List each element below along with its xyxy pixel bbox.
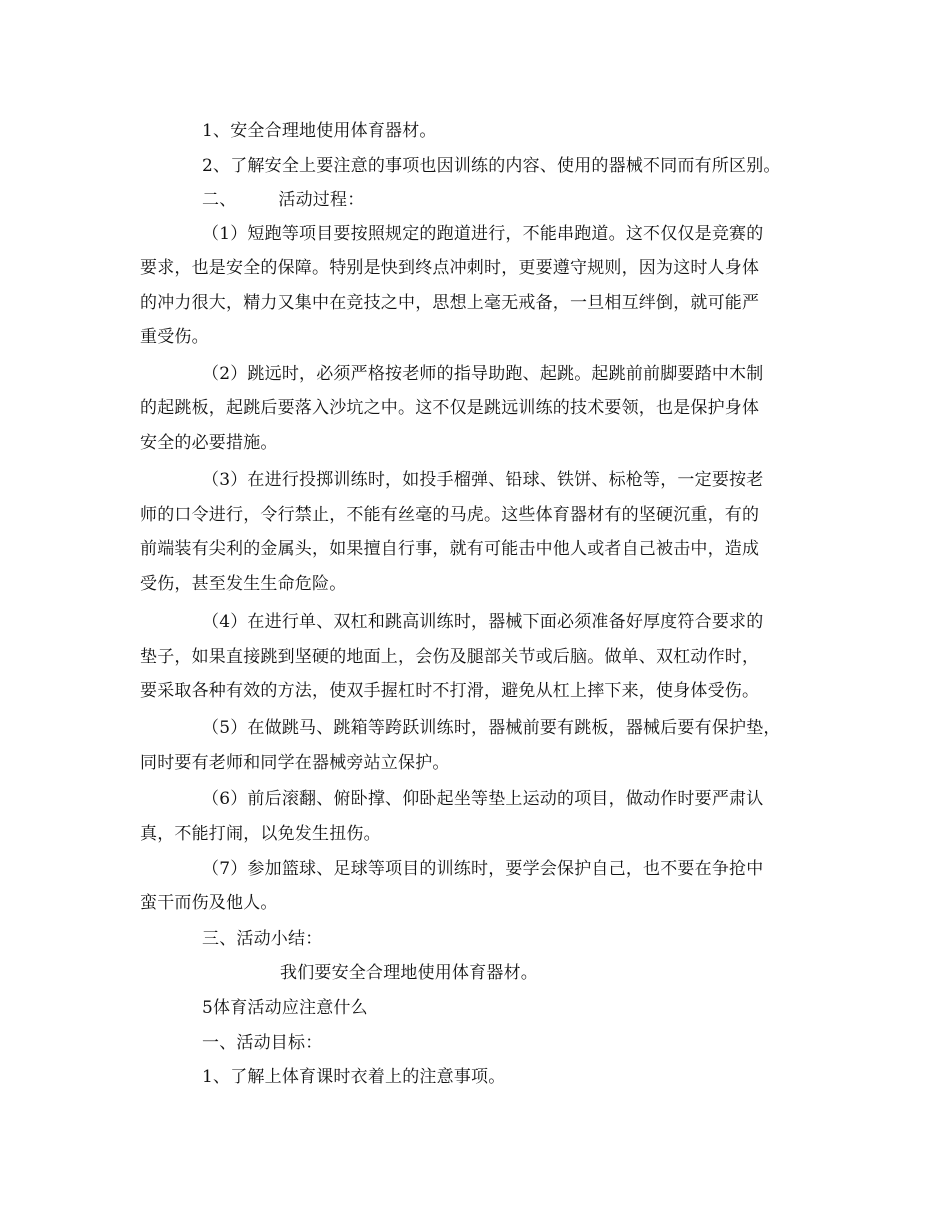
paragraph-line: （5）在做跳马、跳箱等跨跃训练时，器械前要有跳板，器械后要有保护垫， [202, 718, 781, 738]
paragraph-line: 师的口令进行，令行禁止，不能有丝毫的马虎。这些体育器材有的坚硬沉重，有的 [140, 505, 760, 525]
paragraph-line: 同时要有老师和同学在器械旁站立保护。 [140, 753, 450, 773]
goal-item-1: 1、安全合理地使用体育器材。 [202, 121, 437, 141]
paragraph-line: 安全的必要措施。 [140, 433, 278, 453]
paragraph-line: 重受伤。 [140, 327, 209, 347]
goal-item-2: 2、了解安全上要注意的事项也因训练的内容、使用的器械不同而有所区别。 [202, 156, 781, 176]
paragraph-line: 要求，也是安全的保障。特别是快到终点冲刺时，更要遵守规则，因为这时人身体 [140, 258, 760, 278]
paragraph-line: 要采取各种有效的方法，使双手握杠时不打滑，避免从杠上摔下来，使身体受伤。 [140, 681, 760, 701]
paragraph-line: 蛮干而伤及他人。 [140, 893, 278, 913]
section-heading-summary: 三、活动小结： [202, 929, 323, 949]
paragraph-line: 前端装有尖利的金属头，如果擅自行事，就有可能击中他人或者自己被击中，造成 [140, 539, 760, 559]
next-section-title: 5体育活动应注意什么 [202, 998, 368, 1018]
paragraph-line: （4）在进行单、双杠和跳高训练时，器械下面必须准备好厚度符合要求的 [202, 612, 764, 632]
paragraph-line: （6）前后滚翻、俯卧撑、仰卧起坐等垫上运动的项目，做动作时要严肃认 [202, 789, 764, 809]
goal-item-1-clothing: 1、了解上体育课时衣着上的注意事项。 [202, 1067, 506, 1087]
paragraph-line: 垫子，如果直接跳到坚硬的地面上，会伤及腿部关节或后脑。做单、双杠动作时， [140, 647, 760, 667]
paragraph-line: 受伤，甚至发生生命危险。 [140, 574, 347, 594]
paragraph-line: （2）跳远时，必须严格按老师的指导助跑、起跳。起跳前前脚要踏中木制 [202, 364, 764, 384]
paragraph-line: （3）在进行投掷训练时，如投手榴弹、铅球、铁饼、标枪等，一定要按老 [202, 470, 764, 490]
paragraph-line: （7）参加篮球、足球等项目的训练时，要学会保护自己，也不要在争抢中 [202, 859, 764, 879]
paragraph-line: 的冲力很大，精力又集中在竞技之中，思想上毫无戒备，一旦相互绊倒，就可能严 [140, 293, 760, 313]
section-heading-process [202, 190, 892, 210]
paragraph-line: 的起跳板，起跳后要落入沙坑之中。这不仅是跳远训练的技术要领，也是保护身体 [140, 398, 760, 418]
paragraph-line: （1）短跑等项目要按照规定的跑道进行，不能串跑道。这不仅仅是竞赛的 [202, 224, 764, 244]
section-heading-goals: 一、活动目标： [202, 1033, 323, 1053]
summary-text: 我们要安全合理地使用体育器材。 [280, 963, 538, 983]
section-number: 二、 [202, 190, 237, 210]
paragraph-line: 真，不能打闹，以免发生扭伤。 [140, 824, 381, 844]
section-title: 活动过程： [278, 190, 365, 210]
